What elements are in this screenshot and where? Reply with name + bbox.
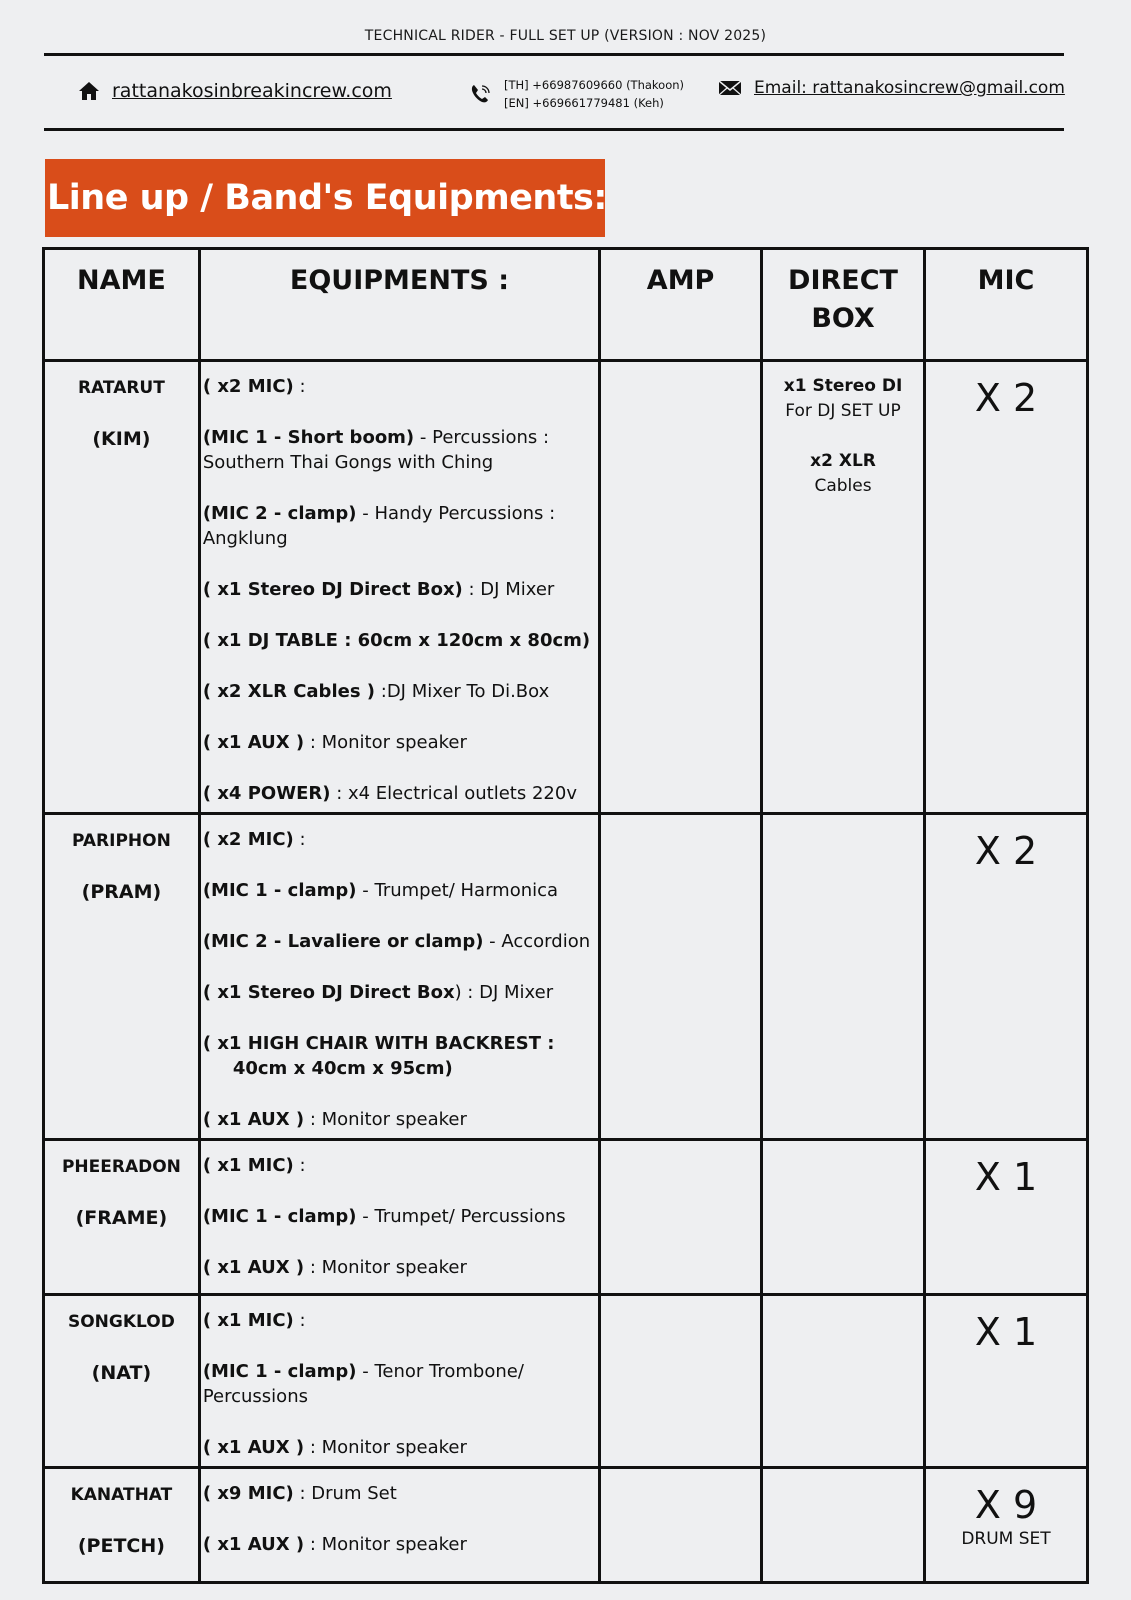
amp-cell: [600, 361, 762, 814]
equipment-cell: [199, 814, 599, 1140]
equipment-item-label: (MIC 2 - clamp): [202, 503, 357, 524]
direct-box-cell: [762, 1140, 925, 1295]
mic-count: X 1: [974, 1310, 1038, 1354]
table-header-row: [44, 249, 1088, 361]
equipment-item-label: ( x4 POWER): [202, 783, 331, 804]
member-name-cell: [44, 1468, 200, 1583]
header-direct-box: DIRECT BOX: [762, 249, 925, 361]
equipment-item-label: (MIC 1 - clamp): [202, 1206, 357, 1227]
member-name: PARIPHON: [71, 831, 171, 851]
equipment-item-label: ( x1 AUX ): [202, 1109, 305, 1130]
equipment-item-detail: : Monitor speaker: [304, 1257, 467, 1278]
phone-contact: [470, 76, 684, 112]
equipment-item: [203, 1153, 598, 1178]
equipment-item: [203, 1435, 598, 1460]
equipment-item-label: ( x2 MIC): [202, 376, 294, 397]
phone-icon: [470, 83, 492, 105]
equipment-item-label: ( x1 AUX ): [202, 1437, 305, 1458]
equipment-item-detail: - Tenor Trombone/ Percussions: [202, 1361, 524, 1407]
equipment-item: [203, 1255, 598, 1280]
equipment-item: [203, 577, 598, 602]
equipment-item-detail: :: [293, 829, 306, 850]
member-name-cell: [44, 1295, 200, 1468]
equipment-item: [203, 501, 598, 551]
header-name: NAME: [44, 249, 200, 361]
equipment-cell: [199, 1295, 599, 1468]
equipment-item: [203, 929, 598, 954]
equipment-item-label: ( x1 MIC): [202, 1155, 294, 1176]
equipment-item: [203, 1359, 598, 1409]
mic-cell: [925, 1140, 1088, 1295]
mic-count: X 2: [974, 376, 1038, 420]
equipment-item: [203, 374, 598, 399]
direct-box-item: [764, 374, 922, 424]
equipment-item-detail: - Trumpet/ Harmonica: [356, 880, 559, 901]
header-amp: AMP: [600, 249, 762, 361]
equipment-item: [203, 781, 598, 806]
equipment-item-label: ( x9 MIC): [202, 1483, 294, 1504]
equipment-item-label: ( x1 DJ TABLE : 60cm x 120cm x 80cm): [202, 630, 591, 651]
member-name-cell: [44, 1140, 200, 1295]
phone-en[interactable]: [EN] +669661779481 (Keh): [504, 96, 664, 110]
direct-box-cell: [762, 814, 925, 1140]
amp-cell: [600, 1468, 762, 1583]
equipment-item-detail: - Accordion: [483, 931, 591, 952]
document-title: TECHNICAL RIDER - FULL SET UP (VERSION : NOV 2025): [364, 28, 767, 44]
equipment-item-detail: :: [293, 376, 306, 397]
direct-box-label: x2 XLR: [810, 451, 876, 471]
equipment-item: [203, 628, 598, 653]
equipment-item: [203, 730, 598, 755]
mic-cell: [925, 1295, 1088, 1468]
amp-cell: [600, 814, 762, 1140]
website-link[interactable]: rattanakosinbreakincrew.com: [112, 80, 392, 102]
header-top-rule: [44, 53, 1064, 56]
equipment-item-label: ( x2 XLR Cables ): [202, 681, 376, 702]
equipment-item: [203, 827, 598, 852]
table-row: [44, 1295, 1088, 1468]
equipment-cell: [199, 361, 599, 814]
equipment-item-label: ( x1 AUX ): [202, 1257, 305, 1278]
phone-th[interactable]: [TH] +66987609660 (Thakoon): [504, 78, 685, 92]
mic-cell: [925, 361, 1088, 814]
equipment-item-detail: : Monitor speaker: [304, 1534, 467, 1555]
direct-box-detail: For DJ SET UP: [785, 401, 901, 421]
table-row: [44, 1140, 1088, 1295]
equipment-item: [203, 1532, 598, 1557]
home-icon: [78, 81, 100, 101]
envelope-icon: [718, 79, 742, 97]
equipment-item-detail: : Monitor speaker: [304, 1109, 467, 1130]
member-name: KANATHAT: [70, 1485, 173, 1505]
equipment-item-detail: : DJ Mixer: [462, 579, 555, 600]
equipment-item-detail: :: [293, 1155, 306, 1176]
direct-box-cell: [762, 1295, 925, 1468]
equipment-item-label: (MIC 1 - clamp): [202, 880, 357, 901]
equipment-item: [203, 425, 598, 475]
equipment-table: [42, 247, 1089, 1584]
email-link[interactable]: Email: rattanakosincrew@gmail.com: [754, 78, 1065, 98]
direct-box-cell: [762, 361, 925, 814]
equipment-item-label: (MIC 1 - Short boom): [202, 427, 415, 448]
amp-cell: [600, 1140, 762, 1295]
equipment-item-detail: : Drum Set: [293, 1483, 397, 1504]
equipment-item-detail: : Monitor speaker: [304, 732, 467, 753]
equipment-item: [203, 679, 598, 704]
mic-count: X 9: [974, 1483, 1038, 1527]
equipment-item-label: ( x1 MIC): [202, 1310, 294, 1331]
member-alias: (PETCH): [77, 1535, 165, 1557]
table-row: [44, 361, 1088, 814]
equipment-item: [203, 1031, 598, 1081]
direct-box-detail: Cables: [814, 476, 872, 496]
equipment-cell: [199, 1140, 599, 1295]
equipment-item-detail: - Trumpet/ Percussions: [356, 1206, 566, 1227]
table-row: [44, 1468, 1088, 1583]
equipment-item: [203, 1481, 598, 1506]
equipment-cell: [199, 1468, 599, 1583]
equipment-item: [203, 878, 598, 903]
equipment-item: [203, 1204, 598, 1229]
mic-cell: [925, 814, 1088, 1140]
equipment-item: [203, 1107, 598, 1132]
equipment-item-label: ( x1 Stereo DJ Direct Box: [202, 982, 455, 1003]
amp-cell: [600, 1295, 762, 1468]
direct-box-label: x1 Stereo DI: [783, 376, 903, 396]
equipment-item-label: (MIC 2 - Lavaliere or clamp): [202, 931, 484, 952]
equipment-item-detail: - Handy Percussions : Angklung: [202, 503, 556, 549]
equipment-item-label: ( x1 Stereo DJ Direct Box): [202, 579, 463, 600]
mic-count: X 2: [974, 829, 1038, 873]
equipment-item-detail: : x4 Electrical outlets 220v: [330, 783, 577, 804]
equipment-item: [203, 980, 598, 1005]
member-alias: (KIM): [92, 428, 151, 450]
mic-note: DRUM SET: [961, 1529, 1051, 1549]
member-name-cell: [44, 814, 200, 1140]
header-bottom-rule: [44, 128, 1064, 131]
member-alias: (NAT): [91, 1362, 152, 1384]
member-name: RATARUT: [77, 378, 165, 398]
member-name: SONGKLOD: [67, 1312, 175, 1332]
email-contact: [718, 78, 1065, 98]
website-contact: [78, 80, 392, 102]
equipment-item-label: ( x2 MIC): [202, 829, 294, 850]
equipment-item-label: ( x1 AUX ): [202, 1534, 305, 1555]
direct-box-item: [764, 449, 922, 499]
member-alias: (PRAM): [81, 881, 162, 903]
equipment-item-label-cont: 40cm x 40cm x 95cm): [232, 1058, 453, 1079]
member-alias: (FRAME): [75, 1207, 168, 1229]
equipment-item-detail: - Percussions : Southern Thai Gongs with Ching: [202, 427, 550, 473]
direct-box-cell: [762, 1468, 925, 1583]
equipment-item-detail: ) : DJ Mixer: [454, 982, 554, 1003]
equipment-item: [203, 1308, 598, 1333]
mic-cell: [925, 1468, 1088, 1583]
mic-count: X 1: [974, 1155, 1038, 1199]
equipment-item-detail: :DJ Mixer To Di.Box: [375, 681, 550, 702]
equipment-item-label: (MIC 1 - clamp): [202, 1361, 357, 1382]
member-name-cell: [44, 361, 200, 814]
equipment-item-detail: : Monitor speaker: [304, 1437, 467, 1458]
equipment-item-label: ( x1 AUX ): [202, 732, 305, 753]
table-row: [44, 814, 1088, 1140]
header-equipments: EQUIPMENTS :: [199, 249, 599, 361]
member-name: PHEERADON: [61, 1157, 181, 1177]
equipment-item-detail: :: [293, 1310, 306, 1331]
header-mic: MIC: [925, 249, 1088, 361]
section-banner: Line up / Band's Equipments:: [45, 159, 605, 237]
equipment-item-label: ( x1 HIGH CHAIR WITH BACKREST :: [202, 1033, 555, 1054]
